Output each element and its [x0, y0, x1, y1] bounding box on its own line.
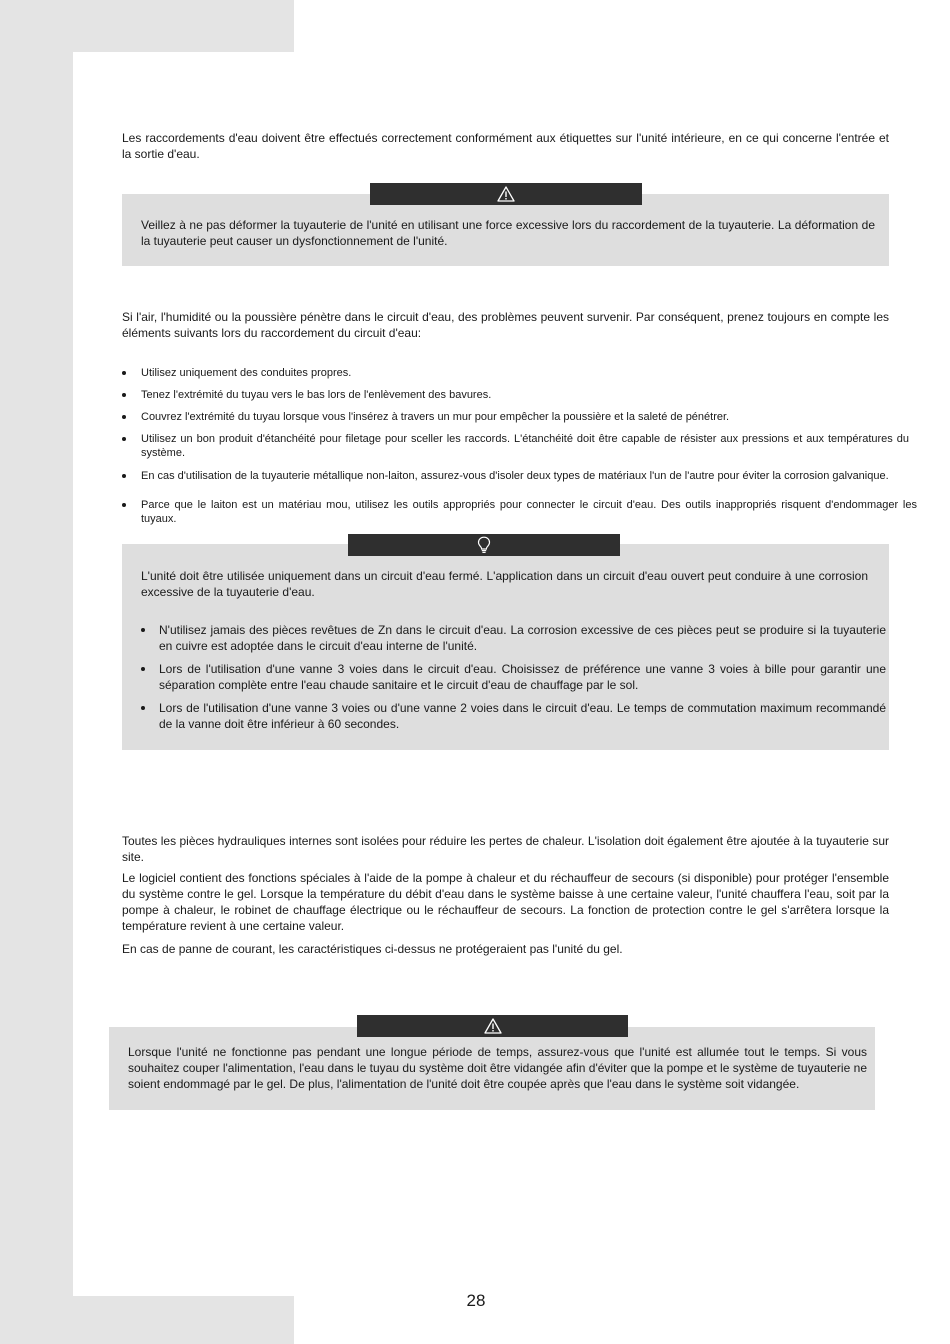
list-item: Tenez l'extrémité du tuyau vers le bas lors de l'enlèvement des bavures. — [121, 388, 896, 402]
note-header — [348, 534, 620, 556]
lightbulb-icon — [477, 536, 491, 554]
insulation-paragraph-3: En cas de panne de courant, les caractéristiques ci-dessus ne protégeraient pas l'unité du gel. — [122, 942, 623, 956]
list-item: En cas d'utilisation de la tuyauterie métallique non-laiton, assurez-vous d'isoler deux types de matériaux l'un de l'autre pour éviter la corrosion galvanique. — [121, 469, 909, 483]
insulation-paragraph-1: Toutes les pièces hydrauliques internes sont isolées pour réduire les pertes de chaleur. L'isolation doit également être ajoutée à la tuyauterie sur site. — [122, 834, 889, 864]
list-item: Lors de l'utilisation d'une vanne 3 voies dans le circuit d'eau. Choisissez de préférence une vanne 3 voies à bille pour garantir une séparation complète entre l'eau chaude sanitaire et le circuit d'eau de chauffage par le sol. — [140, 661, 886, 693]
page-margin-left — [0, 0, 73, 1344]
list-item: N'utilisez jamais des pièces revêtues de Zn dans le circuit d'eau. La corrosion excessive de ces pièces peut se produire si la tuyauterie en cuivre est adoptée dans le circuit d'eau interne de l'unité. — [140, 622, 886, 654]
list-item: Utilisez un bon produit d'étanchéité pour filetage pour sceller les raccords. L'étanchéité doit être capable de résister aux pressions et aux températures du système. — [121, 432, 909, 460]
note-text: L'unité doit être utilisée uniquement dans un circuit d'eau fermé. L'application dans un circuit d'eau ouvert peut conduire à une corrosion excessive de la tuyauterie d'eau. — [141, 569, 868, 599]
page-margin-top-tab — [0, 0, 294, 52]
caution-text-1: Veillez à ne pas déformer la tuyauterie de l'unité en utilisant une force excessive lors du raccordement de la tuyauterie. La déformation de la tuyauterie peut causer un dysfonctionnement de l'unité. — [141, 218, 875, 248]
list-item: Utilisez uniquement des conduites propres. — [121, 366, 896, 380]
caution-text-2: Lorsque l'unité ne fonctionne pas pendant une longue période de temps, assurez-vous que l'unité est allumée tout le temps. Si vous souhaitez couper l'alimentation, l'eau dans le tuyau du système doit être vidangée afin d'éviter que la pompe et le système de tuyauterie ne soient endommagé par le gel. De plus, l'alimentation de l'unité doit être coupée après que l'eau dans le système soit vidangée. — [128, 1045, 867, 1091]
caution-header-2 — [357, 1015, 628, 1037]
page-number: 28 — [466, 1291, 486, 1310]
intro-paragraph: Les raccordements d'eau doivent être effectués correctement conformément aux étiquettes sur l'unité intérieure, en ce qui concerne l'entrée et la sortie d'eau. — [122, 131, 889, 161]
list-item: Lors de l'utilisation d'une vanne 3 voies ou d'une vanne 2 voies dans le circuit d'eau. Le temps de commutation maximum recommandé de la vanne doit être inférieur à 60 secondes. — [140, 700, 886, 732]
warning-triangle-icon — [497, 186, 515, 202]
page-margin-bottom-tab — [0, 1296, 294, 1344]
caution-header-1 — [370, 183, 642, 205]
warning-triangle-icon — [484, 1018, 502, 1034]
insulation-paragraph-2: Le logiciel contient des fonctions spéciales à l'aide de la pompe à chaleur et du réchauffeur de secours (si disponible) pour protéger l'ensemble du système contre le gel. Lorsque la température du débit d'eau dans le système baisse à une certaine valeur, l'unité chauffera l'eau, soit par la pompe à chaleur, le robinet de chauffage électrique ou le réchauffeur de secours. La fonction de protection contre le gel s'arrêtera lorsque la température revient à une certaine valeur. — [122, 871, 889, 933]
list-item: Couvrez l'extrémité du tuyau lorsque vous l'insérez à travers un mur pour empêcher la poussière et la saleté de pénétrer. — [121, 410, 896, 424]
list-item: Parce que le laiton est un matériau mou, utilisez les outils appropriés pour connecter le circuit d'eau. Des outils inappropriés risquent d'endommager les tuyaux. — [121, 498, 917, 526]
contamination-paragraph: Si l'air, l'humidité ou la poussière pénètre dans le circuit d'eau, des problèmes peuvent survenir. Par conséquent, prenez toujours en compte les éléments suivants lors du raccordement du circuit d'eau: — [122, 310, 889, 340]
